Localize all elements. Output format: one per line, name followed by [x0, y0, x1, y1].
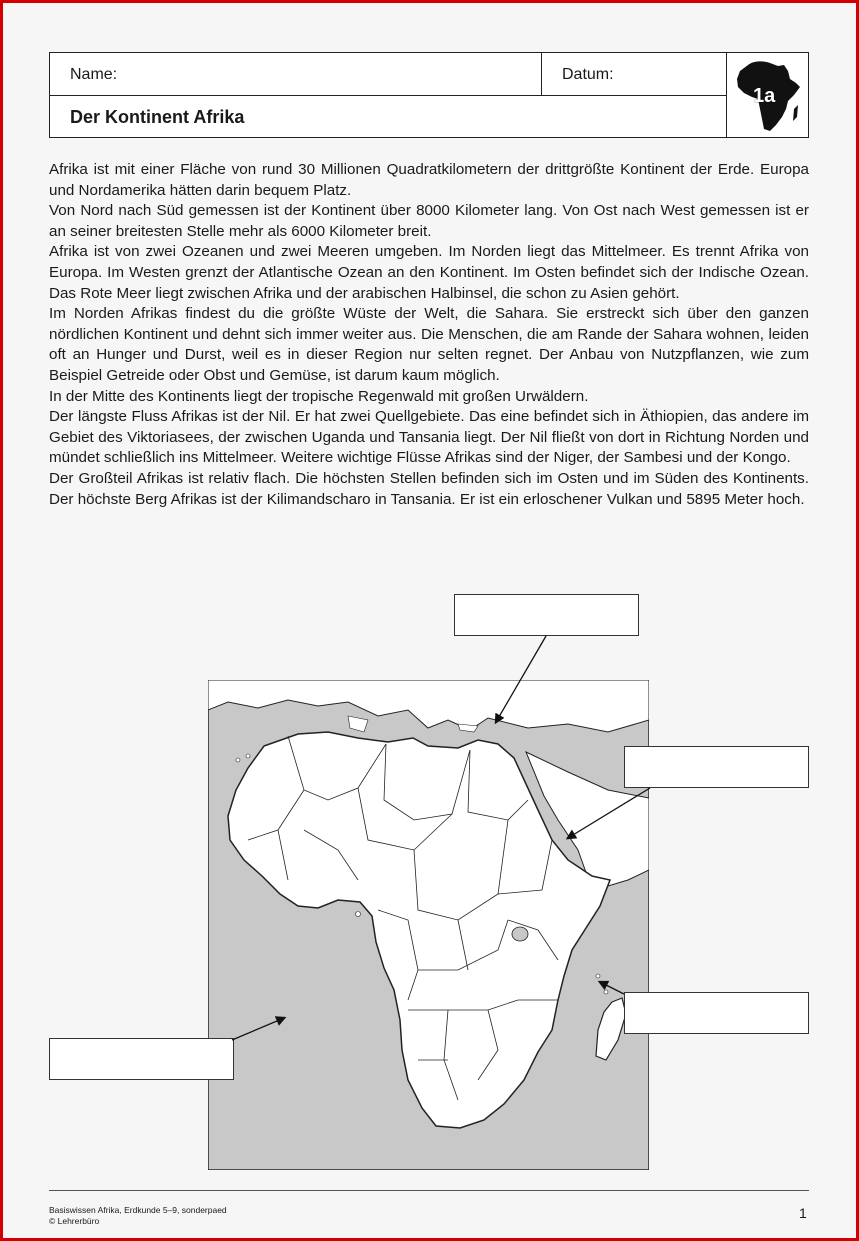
body-text: [49, 160, 809, 510]
name-label[interactable]: Name:: [70, 66, 118, 83]
label-box-mediterranean[interactable]: [454, 594, 639, 636]
page-number: 1: [799, 1205, 807, 1221]
label-box-red-sea[interactable]: [624, 746, 809, 788]
header-top-row: [50, 53, 726, 96]
worksheet-header: [49, 52, 809, 138]
header-divider: [726, 53, 727, 137]
page-title: Der Kontinent Afrika: [70, 107, 245, 127]
paragraph: Der längste Fluss Afrikas ist der Nil. Er hat zwei Quellgebiete. Das eine befindet sich in Äthiopien, das andere im Gebiet des Viktoriasees, der zwischen Uganda und Tansania liegt. Der Nil fließt von dort in Richtung Norden und mündet schließlich ins Mittelmeer. Weitere wichtige Flüsse Afrikas sind der Niger, der Sambesi und der Kongo.: [49, 408, 809, 467]
date-label[interactable]: Datum:: [562, 66, 614, 83]
footer-source: [49, 1205, 227, 1227]
paragraph: In der Mitte des Kontinents liegt der tropische Regenwald mit großen Urwäldern.: [49, 387, 589, 405]
label-box-atlantic-ocean[interactable]: [49, 1038, 234, 1080]
worksheet-badge: 1a: [753, 85, 776, 107]
paragraph: Der Großteil Afrikas ist relativ flach. Die höchsten Stellen befinden sich im Osten und im Süden des Kontinents. Der höchste Berg Afrikas ist der Kilimandscharo in Tansania. Er ist ein erloschener Vulkan und 5895 Meter hoch.: [49, 469, 809, 508]
header-divider: [541, 53, 542, 95]
label-box-indian-ocean[interactable]: [624, 992, 809, 1034]
paragraph: Von Nord nach Süd gemessen ist der Kontinent über 8000 Kilometer lang. Von Ost nach West gemessen ist er an seiner breitesten Stelle mehr als 6000 Kilometer breit.: [49, 202, 809, 240]
paragraph: Im Norden Afrikas findest du die größte Wüste der Welt, die Sahara. Sie erstreckt sich über den ganzen nördlichen Kontinent und dehnt sich immer weiter aus. Die Menschen, die am Rande der Sahara wohnen, leiden oft an Hunger und Durst, weil es in dieser Region nur selten regnet. Der Anbau von Nutzpflanzen, wie zum Beispiel Getreide oder Obst und Gemüse, ist darum kaum möglich.: [49, 305, 809, 384]
footer-divider: [49, 1190, 809, 1191]
paragraph: Afrika ist mit einer Fläche von rund 30 Millionen Quadratkilometern der drittgrößte Kontinent der Erde. Europa und Nordamerika hätten darin bequem Platz.: [49, 161, 809, 199]
footer-copyright: © Lehrerbüro: [49, 1216, 100, 1226]
paragraph: Afrika ist von zwei Ozeanen und zwei Meeren umgeben. Im Norden liegt das Mittelmeer. Es trennt Afrika von Europa. Im Westen grenzt der Atlantische Ozean an den Kontinent. Im Osten befindet sich der Indische Ozean. Das Rote Meer liegt zwischen Afrika und der arabischen Halbinsel, die schon zu Asien gehört.: [49, 243, 809, 302]
africa-map: [208, 680, 649, 1170]
footer-source-line: Basiswissen Afrika, Erdkunde 5–9, sonderpaed: [49, 1205, 227, 1215]
